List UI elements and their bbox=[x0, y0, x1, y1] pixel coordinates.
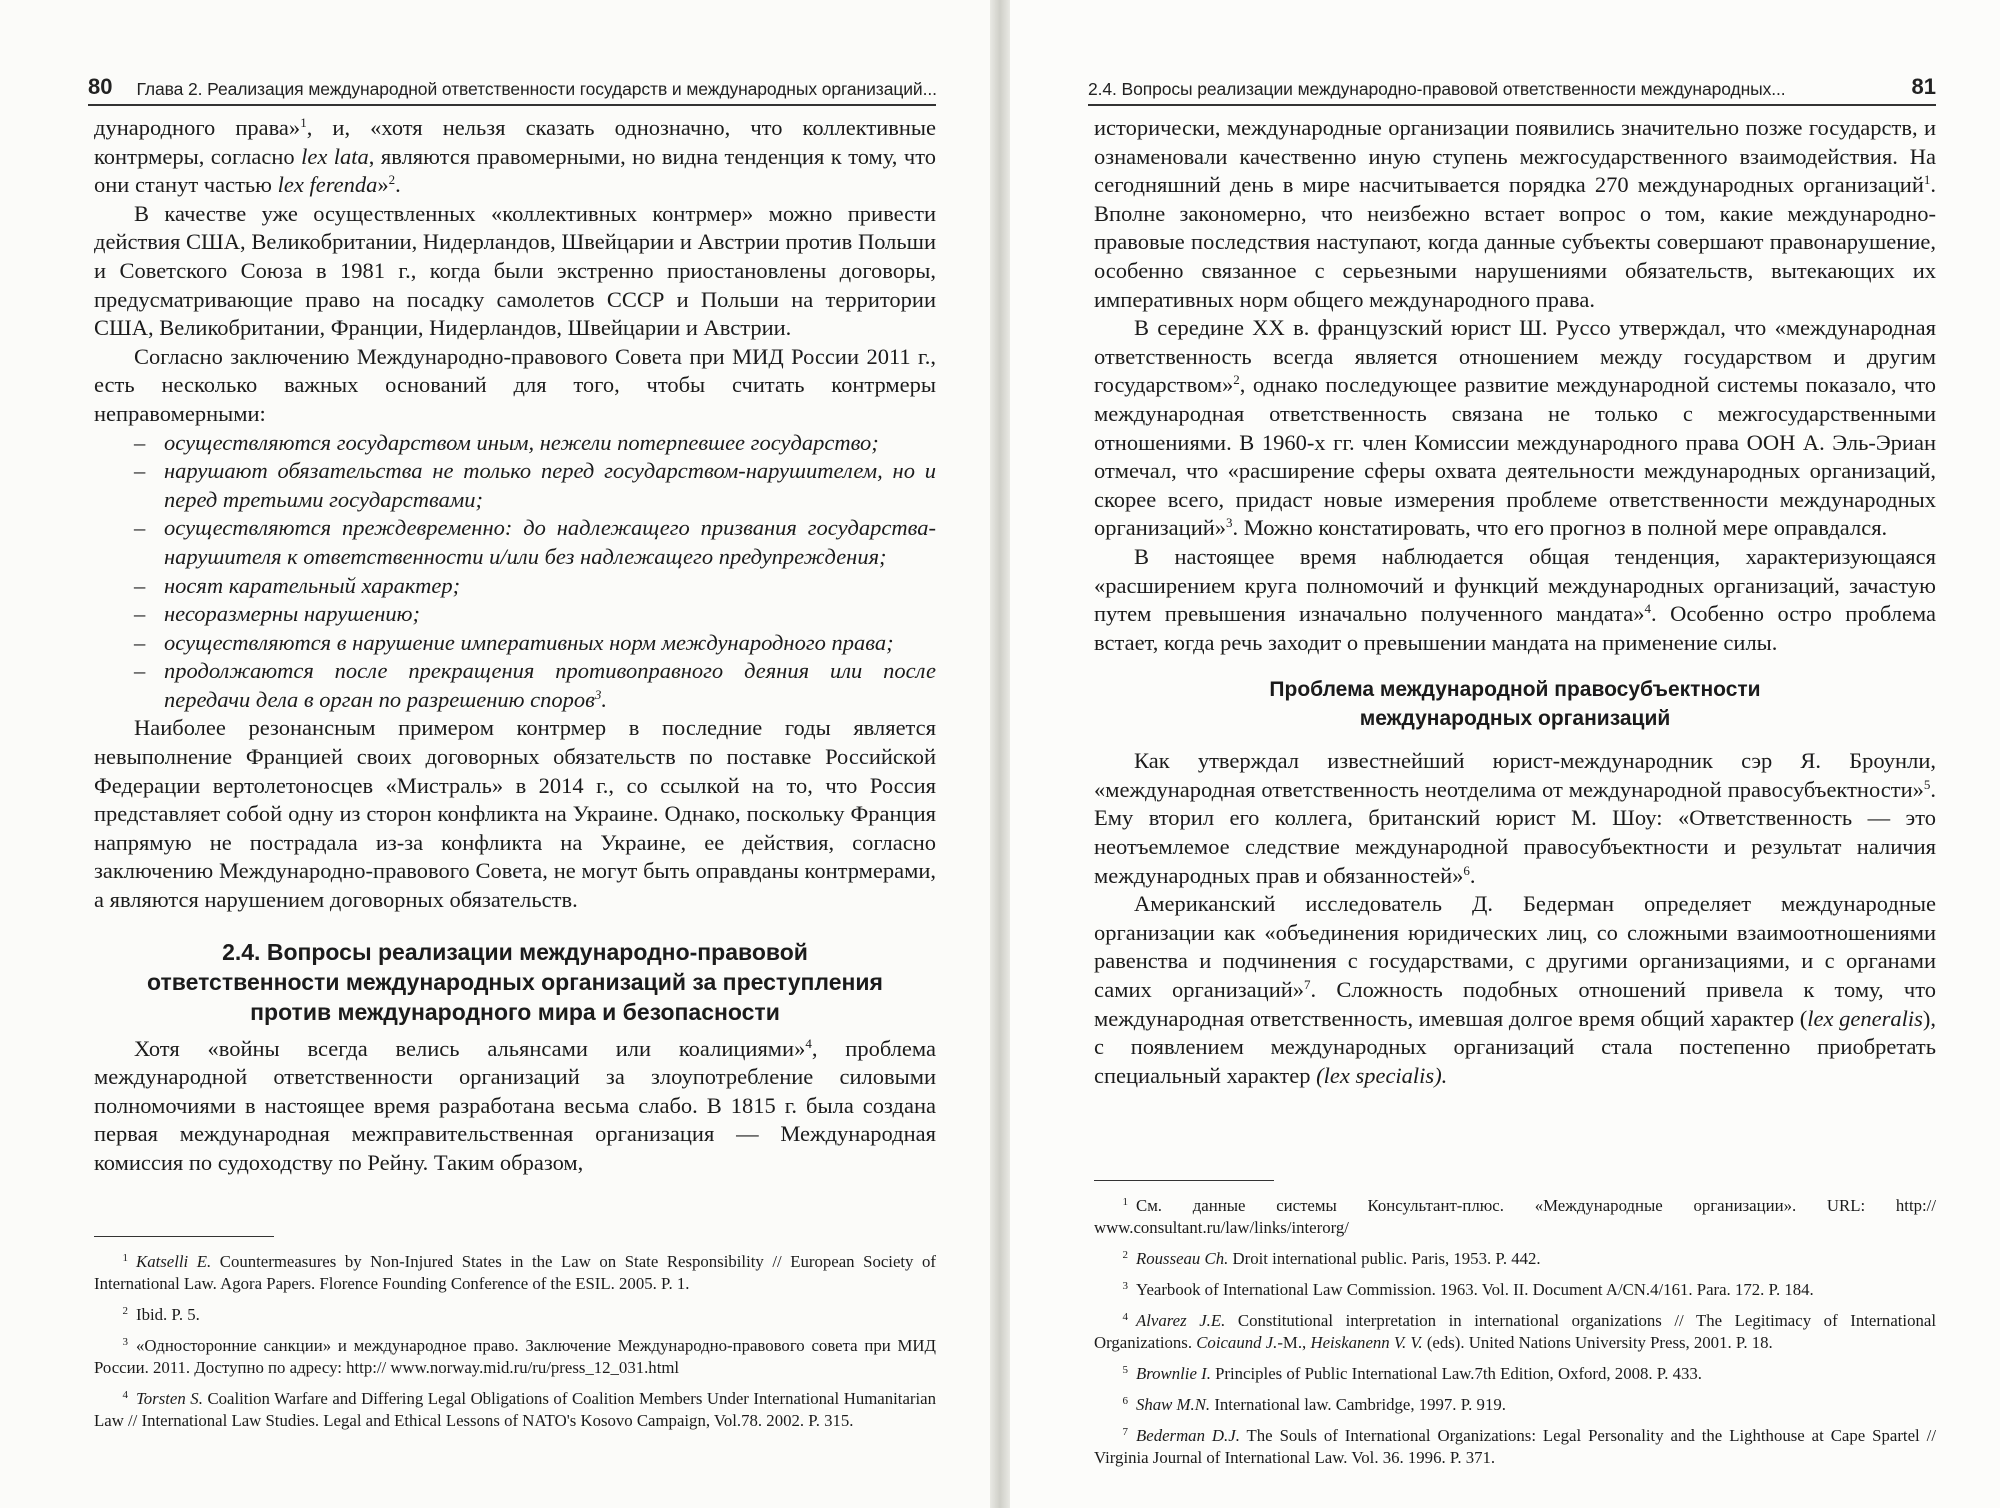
right-footnotes bbox=[1094, 1180, 1936, 1474]
left-paragraph-2: В качестве уже осуществленных «коллективных контрмер» можно привести действия США, Великобритании, Нидерландов, Швейцарии и Австрии против Польши и Советского Союза в 1981 г., когда были экстренно приостановлены договоры, предусматривающие право на посадку самолетов СССР и Польши на территории США, Великобритании, Франции, Нидерландов, Швейцарии и Австрии. bbox=[94, 200, 936, 341]
footnote-7: $^7$ Bederman D.J. The Souls of International Organizations: Legal Personality and the Lighthouse at Cape Spartel // Virginia Journal of International Law. Vol. 36. 1996. P. 371. bbox=[1094, 1426, 1936, 1467]
right-paragraph-5: Американский исследователь Д. Бедерман определяет международные организации как «объединения юридических лиц, со сложными взаимоотношениями равенства и подчинения с государствами, с другими организациями, и с органами самих организаций»$^7$. Сложность подобных отношений привела к тому, что международная ответственность, имевшая долгое время общий характер (lex generalis), с появлением международных организаций стала постепенно приобретать специальный характер (lex specialis). bbox=[1094, 891, 1936, 1088]
list-item: – носят карательный характер; bbox=[94, 572, 936, 601]
left-page bbox=[0, 0, 990, 1508]
left-running-head: Глава 2. Реализация международной ответственности государств и международных организаций... bbox=[136, 79, 937, 99]
footnote-3: $^3$ Yearbook of International Law Commission. 1963. Vol. II. Document A/CN.4/161. Para. 172. P. 184. bbox=[1122, 1280, 1814, 1299]
footnote-2: $^2$ Ibid. P. 5. bbox=[122, 1305, 200, 1324]
left-footnotes bbox=[94, 1236, 936, 1437]
right-page-number: 81 bbox=[1911, 74, 1936, 99]
footnote-3: $^3$ «Односторонние санкции» и международное право. Заключение Международно-правового совета при МИД России. 2011. Доступно по адресу: http:// www.norway.mid.ru/ru/press_12_031.html bbox=[94, 1336, 936, 1377]
list-item: – осуществляются преждевременно: до надлежащего призвания государства-нарушителя к ответственности и/или без надлежащего предупреждения; bbox=[94, 514, 936, 571]
right-header-rule bbox=[1088, 104, 1936, 106]
right-body-text bbox=[1094, 114, 1936, 1090]
right-paragraph-3: В настоящее время наблюдается общая тенденция, характеризующаяся «расширением круга полномочий и функций международных организаций, зачастую путем превышения изначально полученного мандата»$^4$. Особенно остро проблема встает, когда речь заходит о превышении мандата на применение силы. bbox=[1094, 543, 1937, 655]
left-paragraph-3: Согласно заключению Международно-правового Совета при МИД России 2011 г., есть несколько важных оснований для того, чтобы считать контрмеры неправомерными: bbox=[94, 343, 936, 426]
list-item: – продолжаются после прекращения противоправного деяния или после передачи дела в орган по разрешению споров$^3$. bbox=[94, 657, 936, 714]
right-paragraph-1: исторически, международные организации появились значительно позже государств, и ознаменовали качественно иную ступень межгосударственного взаимодействия. На сегодняшний день в мире насчитывается порядка 270 международных организаций$^1$. Вполне закономерно, что неизбежно встает вопрос о том, какие международно-правовые последствия наступают, когда данные субъекты совершают правонарушение, особенно связанное с серьезными нарушениями обязательств, вытекающих их императивных норм общего международного права. bbox=[1094, 115, 1936, 312]
left-paragraph-5: Хотя «войны всегда велись альянсами или коалициями»$^4$, проблема международной ответственности организаций за злоупотребление силовыми полномочиями в настоящее время разработана весьма слабо. В 1815 г. была создана первая международная межправительственная организация — Международная комиссия по судоходству по Рейну. Таким образом, bbox=[94, 1035, 936, 1175]
footnote-4: $^4$ Torsten S. Coalition Warfare and Differing Legal Obligations of Coalition Members Under International Humanitarian Law // International Law Studies. Legal and Ethical Lessons of NATO's Kosovo Campaign, Vol.78. 2002. P. 315. bbox=[94, 1389, 936, 1430]
left-paragraph-1: дународного права»$^1$, и, «хотя нельзя сказать однозначно, что коллективные контрмеры, согласно lex lata, являются правомерными, но видна тенденция к тому, что они станут частью lex ferenda»$^2$. bbox=[94, 115, 936, 198]
left-header-rule bbox=[88, 104, 936, 106]
footnote-6: $^6$ Shaw M.N. International law. Cambridge, 1997. P. 919. bbox=[1122, 1395, 1506, 1414]
countermeasures-list bbox=[94, 429, 936, 715]
list-item: – осуществляются государством иным, нежели потерпевшее государство; bbox=[94, 429, 936, 458]
footnote-1: $^1$ См. данные системы Консультант-плюс. «Международные организации». URL: http:// www.consultant.ru/law/links/interorg/ bbox=[1094, 1196, 1936, 1237]
right-running-header bbox=[1088, 66, 1936, 100]
book-gutter bbox=[990, 0, 1010, 1508]
right-paragraph-4: Как утверждал известнейший юрист-международник сэр Я. Броунли, «международная ответственность неотделима от международной правосубъектности»$^5$. Ему вторил его коллега, британский юрист М. Шоу: «Ответственность — это неотъемлемое следствие международной правосубъектности и результат наличия международных прав и обязанностей»$^6$. bbox=[1094, 748, 1936, 888]
left-running-header bbox=[88, 66, 936, 100]
footnote-rule bbox=[1094, 1180, 1274, 1181]
footnote-2: $^2$ Rousseau Ch. Droit international public. Paris, 1953. P. 442. bbox=[1122, 1249, 1541, 1268]
right-running-head: 2.4. Вопросы реализации международно-правовой ответственности международных... bbox=[1088, 79, 1786, 99]
left-page-number: 80 bbox=[88, 74, 113, 99]
footnote-4: $^4$ Alvarez J.E. Constitutional interpretation in international organizations // The Legitimacy of International Organizations. Coicaund J.-M., Heiskanenn V. V. (eds). United Nations University Press, 2001. P. 18. bbox=[1094, 1311, 1936, 1352]
list-item: – несоразмерны нарушению; bbox=[94, 600, 936, 629]
footnote-1: $^1$ Katselli E. Countermeasures by Non-Injured States in the Law on State Responsibility // European Society of International Law. Agora Papers. Florence Founding Conference of the ESIL. 2005. P. 1. bbox=[94, 1252, 936, 1293]
left-paragraph-4: Наиболее резонансным примером контрмер в последние годы является невыполнение Францией своих договорных обязательств по поставке Российской Федерации вертолетоносцев «Мистраль» в 2014 г., со ссылкой на то, что Россия представляет собой одну из сторон конфликта на Украине. Однако, поскольку Франция напрямую не пострадала из-за конфликта на Украине, ее действия, согласно заключению Международно-правового Совета, не могут быть оправданы контрмерами, а являются нарушением договорных обязательств. bbox=[94, 715, 936, 913]
left-body-text bbox=[94, 114, 936, 1178]
list-item: – нарушают обязательства не только перед государством-нарушителем, но и перед третьими государствами; bbox=[94, 457, 936, 514]
footnote-rule bbox=[94, 1236, 274, 1237]
right-page bbox=[1010, 0, 2000, 1508]
list-item: – осуществляются в нарушение императивных норм международного права; bbox=[94, 629, 936, 658]
right-paragraph-2: В середине XX в. французский юрист Ш. Руссо утверждал, что «международная ответственность всегда является отношением между государством и другим государством»$^2$, однако последующее развитие международной системы показало, что международная ответственность связана не только с межгосударственными отношениями. В 1960-х гг. член Комиссии международного права ООН А. Эль-Эриан отмечал, что «расширение сферы охвата деятельности международных организаций, скорее всего, придаст новые измерения проблеме ответственности международных организаций»$^3$. Можно констатировать, что его прогноз в полной мере оправдался. bbox=[1094, 315, 1936, 541]
section-title: 2.4. Вопросы реализации международно-правовой ответственности международных организаций за преступления против международного мира и безопасности bbox=[147, 938, 883, 1025]
footnote-5: $^5$ Brownlie I. Principles of Public International Law.7th Edition, Oxford, 2008. P. 433. bbox=[1122, 1364, 1702, 1383]
subsection-title: Проблема международной правосубъектности международных организаций bbox=[1269, 678, 1761, 731]
